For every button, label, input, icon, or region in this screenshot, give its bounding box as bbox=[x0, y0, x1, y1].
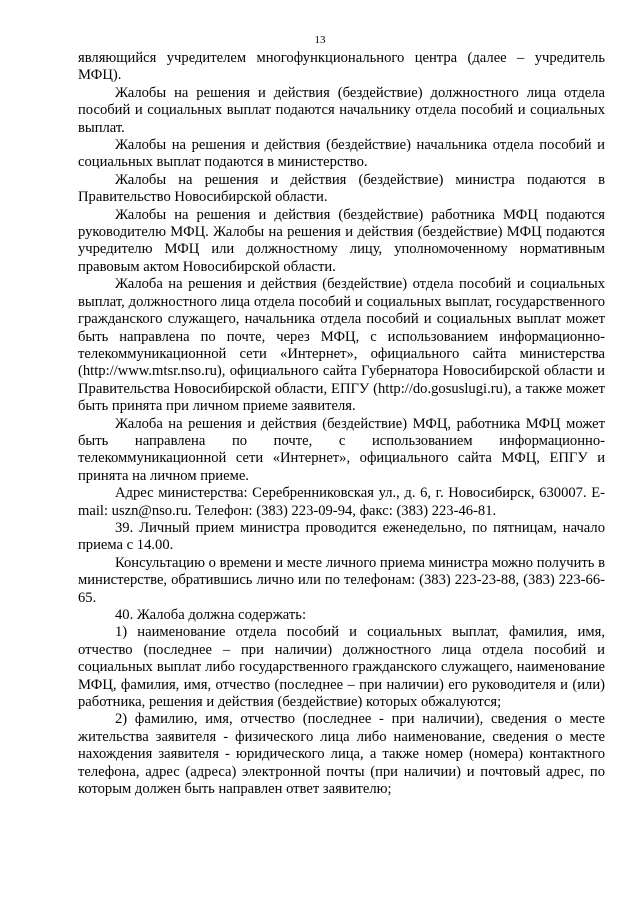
document-body bbox=[78, 50, 605, 798]
page-number: 13 bbox=[314, 34, 326, 46]
paragraph: Жалоба на решения и действия (бездействие) МФЦ, работника МФЦ может быть направлена по почте, с использованием информационно-телекоммуникационной сети «Интернет», официального сайта МФЦ, ЕПГУ и принята на личном приеме. bbox=[78, 415, 605, 484]
paragraph: Консультацию о времени и месте личного приема министра можно получить в министерстве, обратившись лично или по телефонам: (383) 223-23-88, (383) 223-66-65. bbox=[78, 554, 605, 606]
paragraph: 2) фамилию, имя, отчество (последнее - при наличии), сведения о месте жительства заявителя - физического лица либо наименование, сведения о месте нахождения заявителя - юридического лица, а также номер (номера) контактного телефона, адрес (адреса) электронной почты (при наличии) и почтовый адрес, по которым должен быть направлен ответ заявителю; bbox=[78, 711, 605, 798]
paragraph: 39. Личный прием министра проводится еженедельно, по пятницам, начало приема с 14.00. bbox=[78, 519, 605, 554]
paragraph: 1) наименование отдела пособий и социальных выплат, фамилия, имя, отчество (последнее – при наличии) должностного лица отдела пособий и социальных выплат либо государственного гражданского служащего, наименование МФЦ, фамилия, имя, отчество (последнее – при наличии) его руководителя и (или) работника, решения и действия (бездействие) которых обжалуются; bbox=[78, 624, 605, 711]
paragraph: Жалоба на решения и действия (бездействие) отдела пособий и социальных выплат, должностного лица отдела пособий и социальных выплат, государственного гражданского служащего, начальника отдела пособий и социальных выплат может быть направлена по почте, через МФЦ, с использованием информационно-телекоммуникационной сети «Интернет», официального сайта министерства (http://www.mtsr.nso.ru), официального сайта Губернатора Новосибирской области и Правительства Новосибирской области, ЕПГУ (http://do.gosuslugi.ru), а также может быть принята при личном приеме заявителя. bbox=[78, 276, 605, 415]
paragraph: 40. Жалоба должна содержать: bbox=[115, 607, 306, 623]
paragraph: Жалобы на решения и действия (бездействие) работника МФЦ подаются руководителю МФЦ. Жалобы на решения и действия (бездействие) МФЦ подаются учредителю МФЦ или должностному лицу, уполномоченному нормативным правовым актом Новосибирской области. bbox=[78, 206, 605, 275]
paragraph: Жалобы на решения и действия (бездействие) начальника отдела пособий и социальных выплат подаются в министерство. bbox=[78, 137, 605, 171]
paragraph: Жалобы на решения и действия (бездействие) должностного лица отдела пособий и социальных выплат подаются начальнику отдела пособий и социальных выплат. bbox=[78, 84, 605, 136]
paragraph: являющийся учредителем многофункционального центра (далее – учредитель МФЦ). bbox=[78, 50, 605, 84]
paragraph: Жалобы на решения и действия (бездействие) министра подаются в Правительство Новосибирской области. bbox=[78, 171, 605, 206]
paragraph: Адрес министерства: Серебренниковская ул., д. 6, г. Новосибирск, 630007. E-mail: uszn@nso.ru. Телефон: (383) 223-09-94, факс: (383) 223-46-81. bbox=[78, 485, 605, 519]
